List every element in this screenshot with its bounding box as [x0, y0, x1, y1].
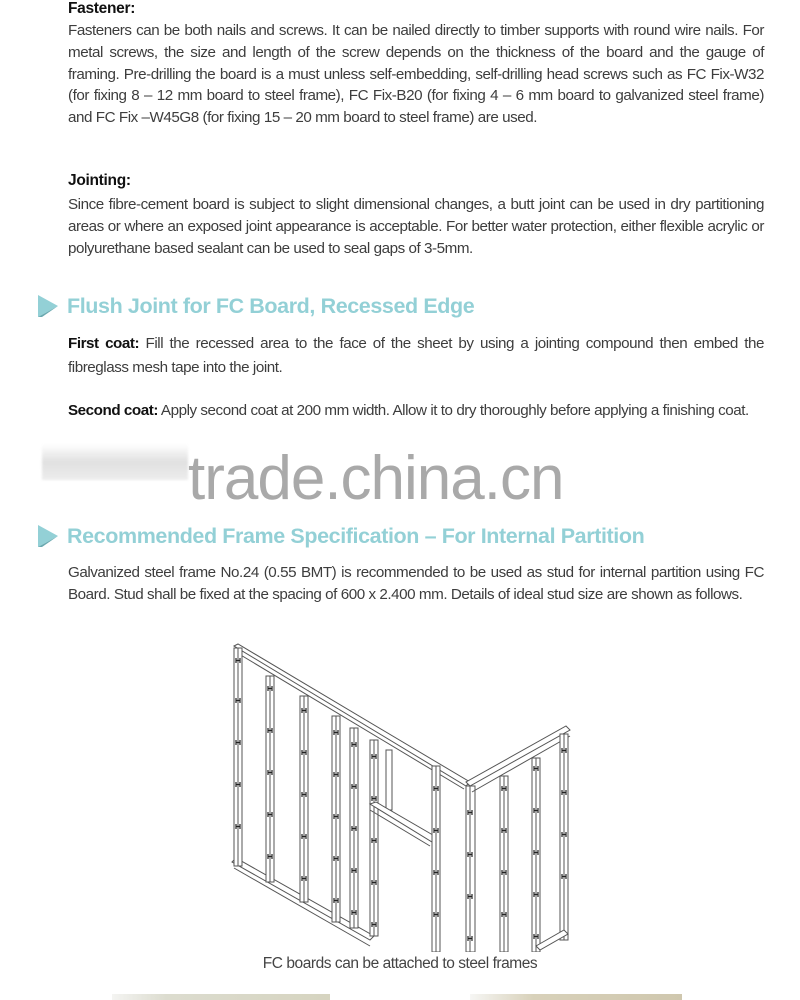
- watermark-reflection: [42, 444, 188, 480]
- triangle-arrow-icon: [36, 293, 60, 319]
- fastener-section: [68, 0, 764, 129]
- frame-spec-paragraph: [68, 562, 764, 606]
- fastener-body: Fasteners can be both nails and screws. It can be nailed directly to timber supports with round wire nails. For metal screws, the size and length of the screw depends on the thickness of the board and the gauge of framing. Pre-drilling the board is a must unless self-embedding, self-drilling head screws such as FC Fix-W32 (for fixing 8 – 12 mm board to steel frame), FC Fix-B20 (for fixing 4 – 6 mm board to galvanized steel frame) and FC Fix –W45G8 (for fixing 15 – 20 mm board to steel frame) are used.: [68, 22, 764, 127]
- second-coat-paragraph: [68, 399, 764, 423]
- flush-joint-title: Flush Joint for FC Board, Recessed Edge: [67, 293, 475, 318]
- triangle-arrow-icon: [36, 523, 60, 549]
- first-coat-text: Fill the recessed area to the face of the sheet by using a jointing compound then embed the fibreglass mesh tape into the joint.: [68, 335, 764, 376]
- first-coat-label: First coat:: [68, 335, 140, 352]
- photo-thumbnail-left: [112, 994, 330, 1000]
- flush-joint-heading: [36, 290, 474, 322]
- jointing-heading: Jointing:: [68, 172, 131, 189]
- first-coat-paragraph: [68, 332, 764, 380]
- frame-spec-title: Recommended Frame Specification – For Internal Partition: [67, 523, 645, 548]
- frame-spec-body: Galvanized steel frame No.24 (0.55 BMT) is recommended to be used as stud for internal partition using FC Board. Stud shall be fixed at the spacing of 600 x 2.400 mm. Details of ideal stud size are shown as follows.: [68, 564, 764, 603]
- frame-spec-heading: [36, 520, 644, 552]
- second-coat-label: Second coat:: [68, 402, 158, 419]
- fastener-heading: Fastener:: [68, 0, 136, 17]
- steel-frame-diagram: [224, 636, 576, 952]
- photo-thumbnail-right: [470, 994, 682, 1000]
- watermark-text: trade.china.cn: [188, 444, 564, 513]
- jointing-section: [68, 172, 764, 259]
- jointing-body: Since fibre-cement board is subject to slight dimensional changes, a butt joint can be used in dry partitioning areas or where an exposed joint appearance is acceptable. For better water protection, either flexible acrylic or polyurethane based sealant can be used to seal gaps of 3-5mm.: [68, 196, 764, 257]
- figure-caption: FC boards can be attached to steel frames: [262, 955, 538, 972]
- second-coat-text: Apply second coat at 200 mm width. Allow it to dry thoroughly before applying a finishing coat.: [157, 402, 749, 419]
